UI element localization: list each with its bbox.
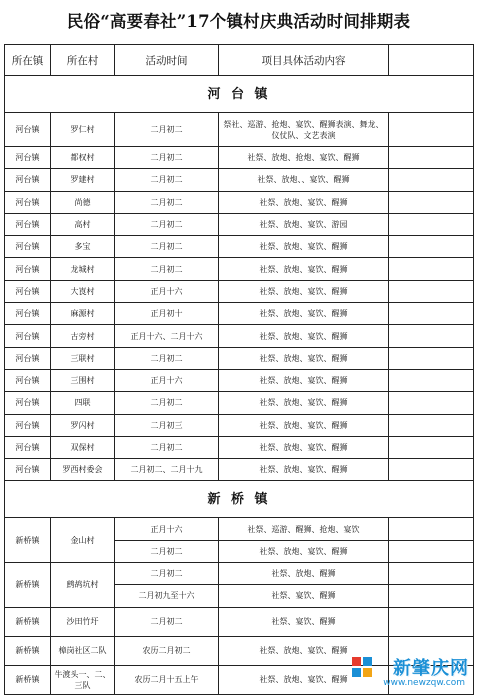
table-row [5,191,474,213]
cell-blank [389,347,474,369]
cell-town: 河台镇 [5,369,51,391]
cell-content: 社祭、放炮、抢炮、宴饮、醒狮 [219,147,389,169]
site-logo-icon [351,656,373,678]
cell-time: 二月初二 [115,147,219,169]
cell-town: 河台镇 [5,459,51,481]
cell-content: 社祭、放炮、宴饮、醒狮 [219,436,389,458]
cell-time: 二月初二 [115,258,219,280]
cell-time: 正月初十 [115,303,219,325]
cell-town: 河台镇 [5,213,51,235]
cell-time: 二月初二 [115,236,219,258]
cell-blank [389,325,474,347]
cell-blank [389,369,474,391]
cell-town: 新桥镇 [5,563,51,608]
cell-village: 沙田竹圩 [51,607,115,636]
cell-town: 河台镇 [5,258,51,280]
cell-blank [389,169,474,191]
cell-time: 农历二月初二 [115,636,219,665]
cell-village: 双保村 [51,436,115,458]
table-row [5,392,474,414]
cell-content: 社祭、放炮、宴饮、醒狮 [219,636,389,665]
cell-content: 社祭、放炮、宴饮、醒狮 [219,236,389,258]
cell-blank [389,303,474,325]
cell-village: 罗闪村 [51,414,115,436]
table-row [5,563,474,585]
table-row [5,518,474,540]
section-title: 新 桥 镇 [5,481,474,518]
table-row [5,236,474,258]
section-header-row [5,481,474,518]
cell-town: 新桥镇 [5,518,51,563]
cell-village: 大崀村 [51,280,115,302]
cell-town: 河台镇 [5,280,51,302]
page-title: 民俗“高要春社”17个镇村庆典活动时间排期表 [66,12,411,31]
table-row [5,459,474,481]
cell-time: 二月初二 [115,392,219,414]
cell-village: 高村 [51,213,115,235]
cell-town: 新桥镇 [5,665,51,694]
cell-blank [389,258,474,280]
cell-blank [389,585,474,607]
cell-content: 社祭、放炮、宴饮、醒狮 [219,325,389,347]
cell-blank [389,563,474,585]
cell-village: 都权村 [51,147,115,169]
table-header-row [5,45,474,76]
cell-content: 社祭、放炮、宴饮、醒狮 [219,459,389,481]
cell-village: 四联 [51,392,115,414]
cell-time: 二月初二 [115,213,219,235]
cell-blank [389,540,474,562]
cell-village: 樟岗社区二队 [51,636,115,665]
cell-town: 河台镇 [5,113,51,147]
cell-blank [389,113,474,147]
cell-time: 二月初二 [115,169,219,191]
watermark-text: 新肇庆网 [393,658,469,679]
cell-village: 罗西村委会 [51,459,115,481]
cell-village: 罗建村 [51,169,115,191]
table-row [5,303,474,325]
cell-time: 正月十六 [115,369,219,391]
cell-time: 二月初二 [115,436,219,458]
watermark-url: www.newzqw.com [383,678,465,688]
table-row [5,147,474,169]
table-row [5,113,474,147]
cell-village: 金山村 [51,518,115,563]
cell-content: 社祭、巡游、醒狮、抢炮、宴饮 [219,518,389,540]
table-row [5,414,474,436]
cell-village: 三围村 [51,369,115,391]
table-row [5,258,474,280]
cell-village: 尚德 [51,191,115,213]
cell-village: 多宝 [51,236,115,258]
cell-village: 鹧鸪坑村 [51,563,115,608]
cell-time: 二月初二 [115,607,219,636]
table-row [5,436,474,458]
cell-town: 河台镇 [5,436,51,458]
cell-blank [389,213,474,235]
cell-blank [389,191,474,213]
cell-time: 二月初二、二月十九 [115,459,219,481]
cell-time: 二月初二 [115,540,219,562]
cell-town: 河台镇 [5,303,51,325]
cell-content: 社祭、放炮、宴饮、醒狮 [219,540,389,562]
cell-content: 社祭、放炮、宴饮、醒狮 [219,258,389,280]
site-watermark [351,654,469,688]
cell-content: 社祭、放炮、宴饮、醒狮 [219,347,389,369]
cell-blank [389,414,474,436]
header-town: 所在镇 [5,45,51,76]
cell-time: 二月初三 [115,414,219,436]
cell-town: 河台镇 [5,392,51,414]
cell-town: 河台镇 [5,169,51,191]
cell-village: 罗仁村 [51,113,115,147]
table-row [5,347,474,369]
cell-content: 社祭、放炮、宴饮、醒狮 [219,191,389,213]
cell-blank [389,147,474,169]
cell-town: 新桥镇 [5,636,51,665]
table-row [5,325,474,347]
cell-village: 三联村 [51,347,115,369]
cell-village: 龙城村 [51,258,115,280]
cell-content: 社祭、放炮、宴饮、醒狮 [219,369,389,391]
header-content: 项目具体活动内容 [219,45,389,76]
header-village: 所在村 [51,45,115,76]
cell-town: 河台镇 [5,325,51,347]
cell-blank [389,236,474,258]
cell-time: 正月十六、二月十六 [115,325,219,347]
cell-time: 正月十六 [115,518,219,540]
cell-content: 社祭、宴饮、醒狮 [219,607,389,636]
cell-content: 社祭、放炮、宴饮、醒狮 [219,303,389,325]
cell-content: 社祭、放炮、、宴饮、醒狮 [219,169,389,191]
cell-content: 社祭、放炮、醒狮 [219,563,389,585]
cell-content: 祭社、巡游、抢炮、宴饮、醒狮表演、舞龙、仪仗队、文艺表演 [219,113,389,147]
cell-time: 二月初九至十六 [115,585,219,607]
cell-town: 河台镇 [5,414,51,436]
section-header-row [5,76,474,113]
cell-blank [389,607,474,636]
cell-content: 社祭、宴饮、醒狮 [219,585,389,607]
table-row [5,369,474,391]
cell-blank [389,459,474,481]
cell-town: 新桥镇 [5,607,51,636]
cell-content: 社祭、放炮、宴饮、醒狮 [219,414,389,436]
cell-village: 麻源村 [51,303,115,325]
cell-time: 二月初二 [115,113,219,147]
cell-village: 古旁村 [51,325,115,347]
cell-time: 二月初二 [115,563,219,585]
cell-content: 社祭、放炮、宴饮、醒狮 [219,665,389,694]
cell-town: 河台镇 [5,147,51,169]
cell-time: 二月初二 [115,347,219,369]
header-blank [389,45,474,76]
table-row [5,169,474,191]
header-time: 活动时间 [115,45,219,76]
cell-blank [389,436,474,458]
cell-blank [389,392,474,414]
section-title: 河 台 镇 [5,76,474,113]
cell-blank [389,280,474,302]
cell-village: 牛渡头一、二、三队 [51,665,115,694]
cell-time: 农历二月十五上午 [115,665,219,694]
cell-content: 社祭、放炮、宴饮、醒狮 [219,392,389,414]
cell-town: 河台镇 [5,236,51,258]
table-row [5,280,474,302]
table-row [5,607,474,636]
cell-time: 二月初二 [115,191,219,213]
cell-town: 河台镇 [5,191,51,213]
table-row [5,213,474,235]
cell-content: 社祭、放炮、宴饮、醒狮 [219,280,389,302]
cell-time: 正月十六 [115,280,219,302]
schedule-table [4,44,474,695]
cell-town: 河台镇 [5,347,51,369]
cell-content: 社祭、放炮、宴饮、游园 [219,213,389,235]
cell-blank [389,518,474,540]
